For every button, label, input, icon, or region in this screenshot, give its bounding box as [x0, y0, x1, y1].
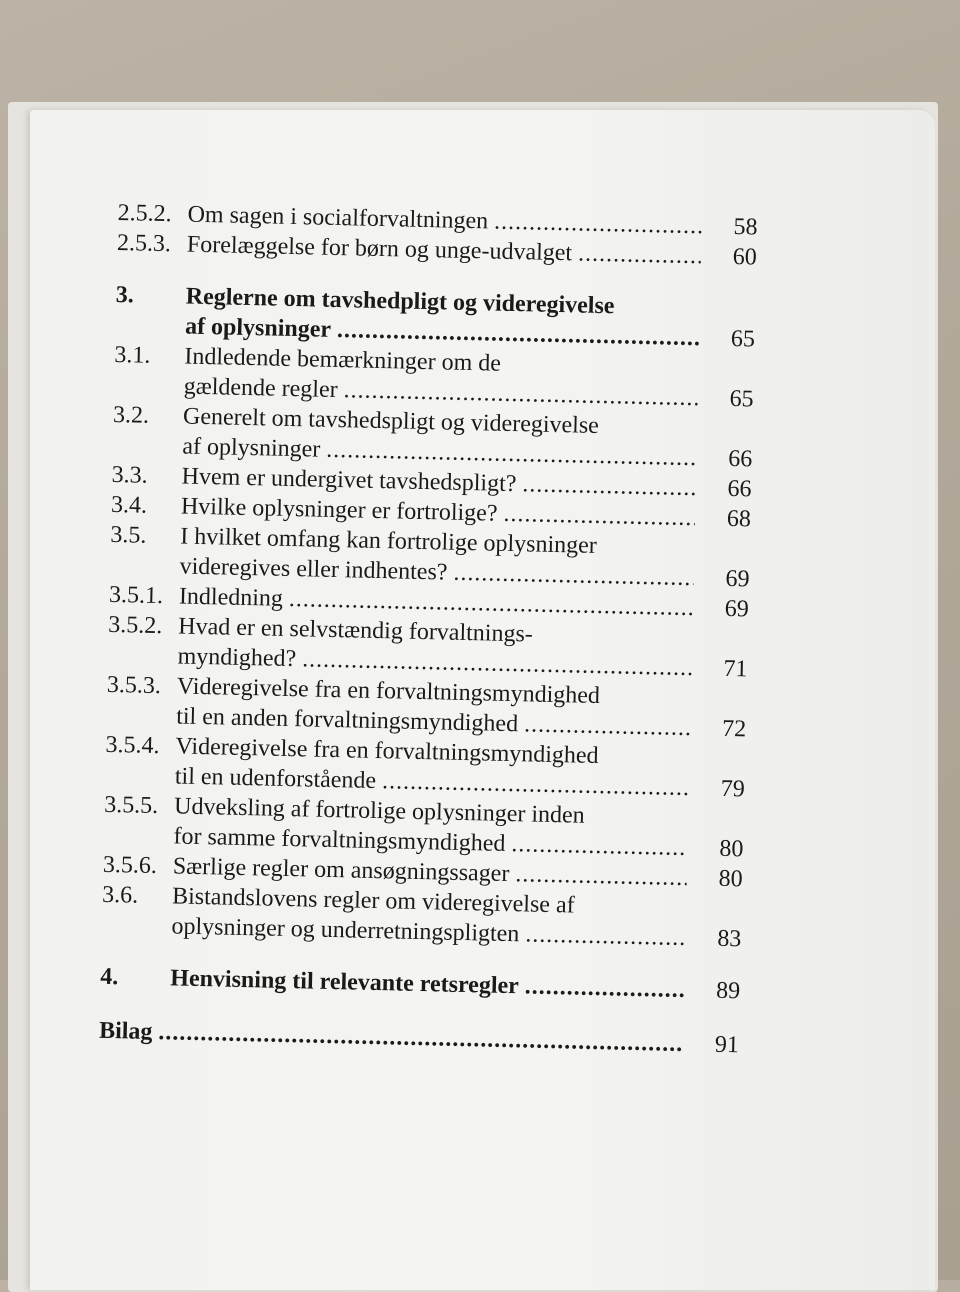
toc-page-number — [704, 375, 754, 376]
toc-number: 3.2. — [112, 401, 150, 429]
toc-page-number — [694, 825, 744, 826]
toc-page-number: 66 — [727, 445, 753, 473]
toc-page-number — [692, 915, 742, 916]
toc-leader-dots — [525, 919, 686, 953]
toc-number: 3. — [115, 281, 135, 309]
toc-number: 3.4. — [110, 491, 148, 519]
toc-entry — [100, 962, 741, 1007]
toc-number: Bilag — [98, 1017, 153, 1045]
toc-page-number: 80 — [719, 835, 744, 863]
table-of-contents — [99, 198, 758, 1060]
toc-title — [170, 963, 691, 1005]
toc-title-text: Forelæggelse for børn og unge-udvalget — [186, 231, 573, 267]
toc-title-text: for samme forvaltningsmyndighed — [173, 823, 506, 857]
toc-title-text: Indledning — [178, 583, 284, 612]
toc-number: 3.5.3. — [106, 671, 162, 700]
toc-page-number — [703, 435, 753, 436]
toc-title-text: Videregivelse fra en forvaltningsmyndighed — [176, 673, 601, 710]
toc-page-number — [698, 645, 748, 646]
toc-leader-dots — [494, 207, 702, 242]
toc-leader-dots — [511, 829, 688, 863]
toc-leader-dots — [503, 499, 695, 533]
toc-title-text: Reglerne om tavshedpligt og videregivelse — [185, 283, 615, 320]
toc-title-text: til en anden forvaltningsmyndighed — [175, 703, 519, 738]
toc-title-text: af oplysninger — [182, 433, 321, 463]
toc-number: 2.5.2. — [117, 199, 172, 228]
toc-page-number: 68 — [726, 505, 752, 533]
toc-title-text: Bistandslovens regler om videregivelse af — [171, 883, 575, 919]
toc-leader-dots — [578, 238, 701, 271]
toc-page-number — [700, 555, 750, 556]
toc-number: 3.5.2. — [108, 611, 163, 640]
toc-number: 3.5. — [110, 521, 147, 549]
toc-page-number: 79 — [720, 775, 746, 803]
toc-number: 2.5.3. — [116, 229, 172, 258]
toc-number: 3.3. — [111, 461, 149, 489]
toc-number: 3.5.6. — [102, 851, 158, 880]
toc-title-text: Generelt om tavshedspligt og videregivelse — [182, 403, 600, 439]
toc-page-number — [695, 765, 745, 766]
toc-page-number: 66 — [727, 475, 752, 503]
toc-number: 3.5.5. — [103, 791, 159, 820]
toc-page-number: 69 — [725, 565, 750, 593]
toc-number: 3.1. — [114, 341, 151, 369]
toc-title-text: Om sagen i socialforvaltningen — [187, 201, 489, 235]
toc-page-number: 58 — [733, 213, 758, 241]
toc-number: 3.6. — [101, 881, 139, 909]
toc-page-number — [697, 705, 747, 706]
toc-title-text: Hvem er undergivet tavshedspligt? — [181, 463, 517, 498]
toc-title-text: Særlige regler om ansøgningssager — [172, 853, 510, 888]
toc-title-text: Henvisning til relevante retsregler — [170, 965, 520, 1000]
toc-title-text: myndighed? — [177, 643, 297, 673]
toc-number: 3.5.1. — [108, 581, 164, 610]
toc-leader-dots — [515, 859, 687, 893]
toc-title-text: Videregivelse fra en forvaltningsmyndighed — [175, 733, 599, 770]
toc-title-text: I hvilket omfang kan fortrolige oplysninger — [180, 523, 598, 559]
toc-title-text: gældende regler — [183, 373, 338, 404]
toc-page-number: 69 — [724, 595, 750, 623]
toc-title-text: af oplysninger — [184, 313, 332, 343]
toc-page-number: 71 — [723, 655, 748, 683]
toc-number: 4. — [100, 963, 119, 991]
toc-leader-dots — [524, 709, 691, 743]
toc-line — [100, 962, 741, 1007]
toc-page-number: 89 — [715, 977, 741, 1005]
toc-page-number: 83 — [717, 925, 742, 953]
toc-number: 3.5.4. — [105, 731, 160, 760]
toc-page-number — [705, 315, 755, 316]
toc-title-text: oplysninger og underretningspligten — [171, 913, 520, 948]
toc-title-text: Hvilke oplysninger er fortrolige? — [180, 493, 498, 527]
toc-title-text: Indledende bemærkninger om de — [184, 343, 502, 377]
toc-page-number: 65 — [730, 325, 756, 353]
toc-page-number: 91 — [714, 1031, 740, 1059]
toc-title-text: Udveksling af fortrolige oplysninger inden — [173, 793, 585, 829]
toc-title-text: til en udenforstående — [174, 763, 377, 795]
toc-title-text: Hvad er en selvstændig forvaltnings- — [177, 613, 534, 648]
toc-page-number: 72 — [721, 715, 747, 743]
toc-leader-dots — [524, 971, 684, 1005]
toc-leader-dots — [522, 469, 696, 503]
toc-page-number: 65 — [729, 385, 754, 413]
toc-page-number: 80 — [718, 865, 743, 893]
toc-page-number: 60 — [732, 243, 758, 271]
toc-title-text: videregives eller indhentes? — [179, 553, 448, 586]
